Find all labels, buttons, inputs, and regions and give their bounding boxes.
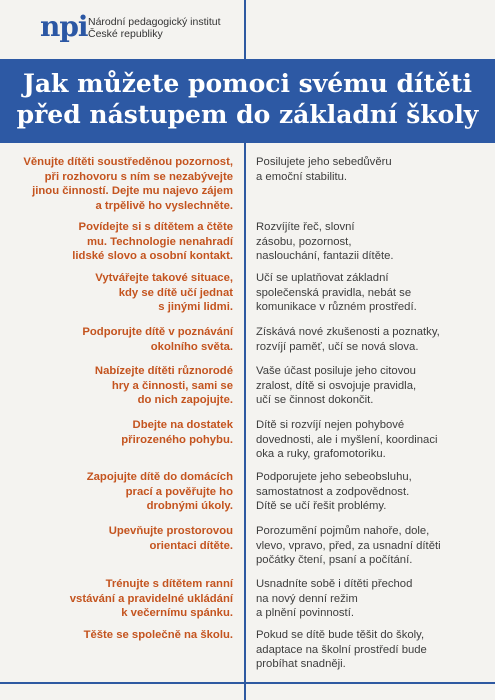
advice-line: vstávání a pravidelné ukládání xyxy=(69,592,233,605)
advice-line: Podporujte dítě v poznávání xyxy=(82,326,233,338)
benefit-line: Dítě se učí řešit problémy. xyxy=(256,500,387,512)
advice-line: a trpělivě ho vyslechněte. xyxy=(95,199,233,212)
benefit-line: a plnění povinností. xyxy=(256,607,354,619)
organization-line-1: Národní pedagogický institut xyxy=(88,16,221,28)
benefit-line: počátky čtení, psaní a počítání. xyxy=(256,554,413,566)
advice-line: orientaci dítěte. xyxy=(149,539,233,552)
benefit-line: Podporujete jeho sebeobsluhu, xyxy=(256,471,412,483)
benefit-line: adaptace na školní prostředí bude xyxy=(256,643,427,656)
advice-line: kdy se dítě učí jednat xyxy=(118,286,233,299)
benefit-line: Usnadníte sobě i dítěti přechod xyxy=(256,578,413,590)
benefit-line: Rozvíjíte řeč, slovní xyxy=(256,221,355,233)
advice-line: Upevňujte prostorovou xyxy=(108,525,233,537)
benefit-line: zásobu, pozornost, xyxy=(256,235,352,248)
benefit-line: společenská pravidla, nebát se xyxy=(256,286,412,299)
benefit-line: na nový denní režim xyxy=(256,592,358,605)
benefit-text xyxy=(256,220,471,264)
advice-line: s jinými lidmi. xyxy=(158,301,233,313)
benefit-line: zralost, dítě si osvojuje pravidla, xyxy=(256,379,417,392)
advice-line: Zapojujte dítě do domácích xyxy=(86,471,233,483)
advice-line: přirozeného pohybu. xyxy=(121,433,233,446)
benefit-text xyxy=(256,325,471,354)
benefit-line: Pokud se dítě bude těšit do školy, xyxy=(256,629,425,641)
advice-line: Dbejte na dostatek xyxy=(132,419,233,431)
benefit-text xyxy=(256,628,471,672)
benefit-line: Porozumění pojmům nahoře, dole, xyxy=(256,525,430,537)
benefit-line: oka a ruky, grafomotoriku. xyxy=(256,448,386,460)
advice-line: lidské slovo a osobní kontakt. xyxy=(72,250,233,262)
organization-name xyxy=(88,16,268,40)
bottom-divider xyxy=(0,682,495,684)
advice-line: drobnými úkoly. xyxy=(146,500,233,512)
benefit-text xyxy=(256,577,471,621)
advice-line: Trénujte s dítětem ranní xyxy=(105,578,233,590)
organization-line-2: České republiky xyxy=(88,28,163,40)
advice-line: při rozhovoru s ním se nezabývejte xyxy=(44,170,233,183)
benefit-line: naslouchání, fantazii dítěte. xyxy=(256,250,394,262)
advice-text xyxy=(16,364,233,408)
benefit-line: komunikace v různém prostředí. xyxy=(256,301,417,313)
npi-logo: npi xyxy=(40,10,88,43)
benefit-line: a emoční stabilitu. xyxy=(256,170,348,183)
benefit-text xyxy=(256,524,471,568)
advice-line: Těšte se společně na školu. xyxy=(83,629,233,641)
advice-text xyxy=(16,325,233,354)
advice-line: Nabízejte dítěti různorodé xyxy=(94,365,233,377)
benefit-line: Získává nové zkušenosti a poznatky, xyxy=(256,326,440,338)
benefit-line: rozvíjí paměť, učí se nová slova. xyxy=(256,340,419,353)
benefit-text xyxy=(256,271,471,315)
title-line-1: Jak můžete pomoci svému dítěti xyxy=(23,69,472,98)
advice-text xyxy=(16,271,233,315)
advice-line: Vytvářejte takové situace, xyxy=(95,272,233,284)
benefit-line: probíhat snadněji. xyxy=(256,658,346,670)
benefit-line: samostatnost a zodpovědnost. xyxy=(256,485,410,498)
benefit-line: vlevo, vpravo, před, za usnadní dítěti xyxy=(256,539,441,552)
advice-text xyxy=(16,524,233,553)
advice-line: k večernímu spánku. xyxy=(121,607,233,619)
advice-line: Povídejte si s dítětem a čtěte xyxy=(78,221,233,233)
benefit-text xyxy=(256,418,471,462)
advice-text xyxy=(16,418,233,447)
benefit-text xyxy=(256,155,471,184)
advice-line: Věnujte dítěti soustředěnou pozornost, xyxy=(23,156,233,168)
advice-line: do nich zapojujte. xyxy=(137,394,233,406)
benefit-line: Dítě si rozvíjí nejen pohybové xyxy=(256,419,405,431)
benefit-text xyxy=(256,364,471,408)
title-line-2: před nástupem do základní školy xyxy=(16,100,479,129)
advice-text xyxy=(16,628,233,643)
benefit-line: učí se činnost dokončit. xyxy=(256,394,374,406)
advice-line: hry a činnosti, sami se xyxy=(111,379,233,392)
advice-line: okolního světa. xyxy=(150,340,233,353)
advice-line: jinou činností. Dejte mu najevo zájem xyxy=(32,185,233,197)
benefit-line: Vaše účast posiluje jeho citovou xyxy=(256,365,416,377)
page-title xyxy=(0,68,495,130)
benefit-text xyxy=(256,470,471,514)
benefit-line: Posilujete jeho sebedůvěru xyxy=(256,156,392,168)
advice-text xyxy=(16,220,233,264)
benefit-line: dovednosti, ale i myšlení, koordinaci xyxy=(256,433,438,446)
advice-text xyxy=(16,470,233,514)
benefit-line: Učí se uplatňovat základní xyxy=(256,272,389,284)
advice-text xyxy=(16,577,233,621)
advice-line: prací a pověřujte ho xyxy=(125,485,233,498)
advice-text xyxy=(16,155,233,213)
advice-line: mu. Technologie nenahradí xyxy=(86,235,233,248)
